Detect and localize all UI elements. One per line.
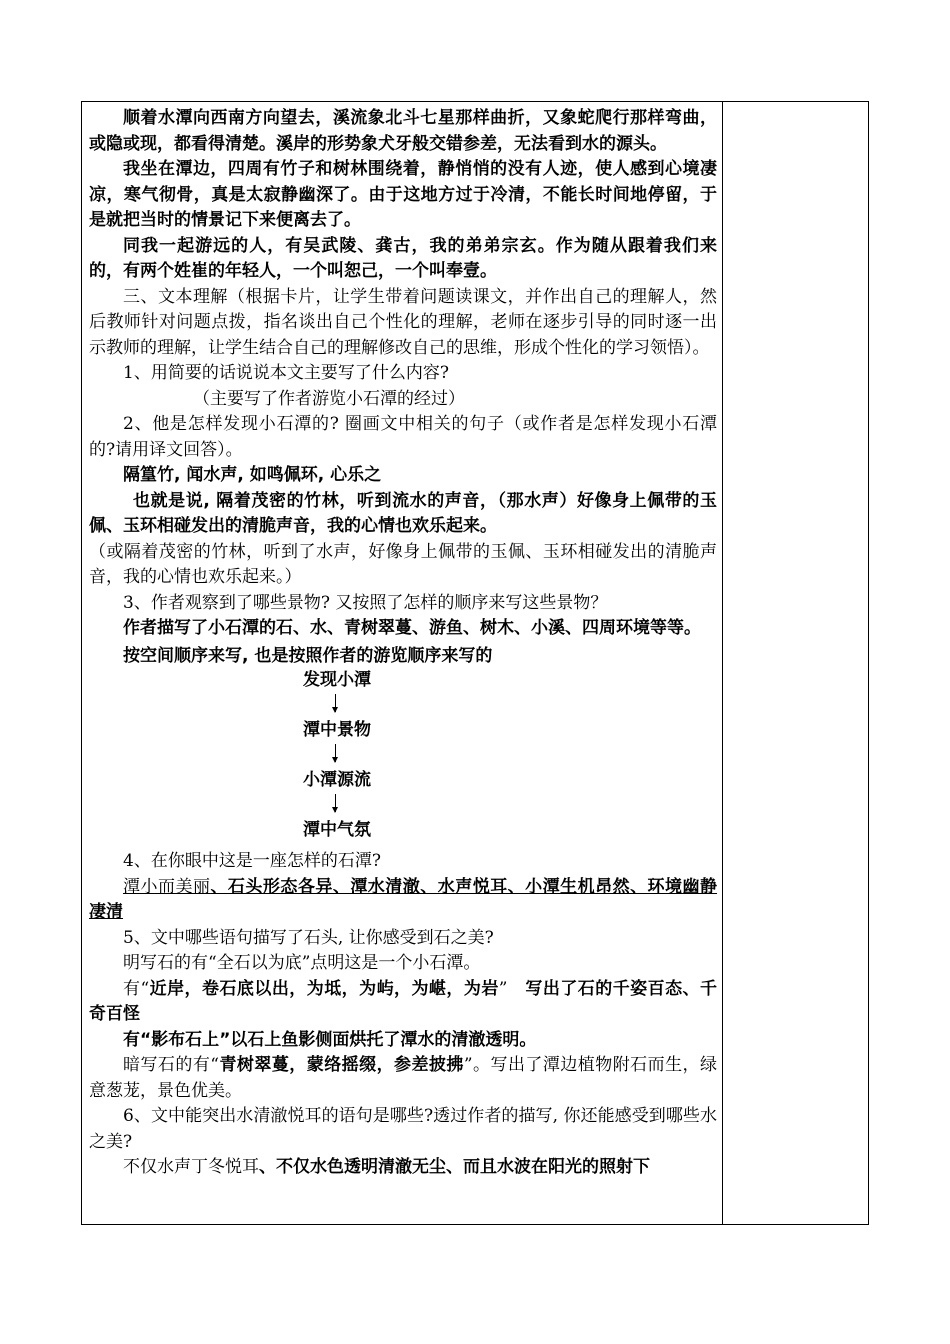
flow-arrow-3 [335,794,336,812]
answer-4-bold: 、石头形态各异、潭水清澈、水声悦耳、小潭生机昂然、环境幽静凄清 [89,876,718,922]
answer-5-shapes-open: 有“ [123,978,150,999]
answer-3-scenery: 作者描写了小石潭的石、水、青树翠蔓、游鱼、树木、小溪、四周环境等等。 [123,618,701,638]
flow-step-2: 潭中景物 [303,720,371,740]
sequence-flowchart [89,669,717,849]
answer-5-implicit-comment: ”。写出了潭边植物附石而生，绿意葱茏，景色优美。 [89,1055,717,1101]
flow-step-3: 小潭源流 [303,770,371,790]
answer-2-alternative: （或隔着茂密的竹林，听到了水声，好像身上佩带的玉佩、玉环相碰发出的清脆声音，我的心情也欢乐起来。） [89,541,717,587]
flow-arrow-2 [335,744,336,762]
answer-5-shadow-quote: 影布石上 [151,1029,220,1050]
answer-5-explicit: 明写石的有“全石以为底”点明这是一个小石潭。 [123,953,481,973]
answer-5-shapes-comment: 写出了石的千姿百态、千奇百怪 [89,978,718,1024]
answer-5-shadow [89,1028,717,1054]
answer-5-implicit-quote: 青树翠蔓，蒙络摇缀，参差披拂 [218,1055,464,1075]
translation-paragraph-3: 同我一起游远的人，有吴武陵、龚古，我的弟弟宗玄。作为随从跟着我们来的，有两个姓崔的年轻人，一个叫恕己，一个叫奉壹。 [89,235,717,281]
translation-paragraph-2: 我坐在潭边，四周有竹子和树林围绕着，静悄悄的没有人迹，使人感到心境凄凉，寒气彻骨，真是太寂静幽深了。由于这地方过于冷清，不能长时间地停留，于是就把当时的情景记下来便离去了。 [89,159,717,230]
answer-6-sound: 不仅水声丁冬悦耳 [123,1157,259,1177]
flow-arrow-1 [335,694,336,712]
answer-6 [89,1155,717,1181]
answer-4-underlined: 潭小而美丽 [123,876,211,897]
question-2: 2、他是怎样发现小石潭的? 圈画文中相关的句子（或作者是怎样发现小石潭的?请用译文回答）。 [89,414,717,460]
answer-5-implicit [89,1053,717,1104]
answer-5-shapes [89,977,717,1028]
question-6: 6、文中能突出水清澈悦耳的语句是哪些?透过作者的描写, 你还能感受到哪些水之美? [89,1106,717,1152]
question-4: 4、在你眼中这是一座怎样的石潭? [123,851,381,871]
flow-step-4: 潭中气氛 [303,820,371,840]
content-cell [89,106,717,1181]
flow-step-1: 发现小潭 [303,670,371,690]
question-1: 1、用简要的话说说本文主要写了什么内容? [123,363,449,383]
answer-3-order: 按空间顺序来写, 也是按照作者的游览顺序来写的 [123,645,493,666]
answer-5-shadow-open: 有“ [123,1029,152,1050]
question-3: 3、作者观察到了哪些景物? 又按照了怎样的顺序来写这些景物？ [123,592,608,613]
section-text-understanding: 三、文本理解（根据卡片，让学生带着问题读课文，并作出自己的理解人，然后教师针对问题点拨，指名谈出自己个性化的理解，老师在逐步引导的同时逐一出示教师的理解，让学生结合自己的理解修改自己的思维，形成个性化的学习领悟）。 [89,286,717,358]
answer-2-explanation: 也就是说, 隔着茂密的竹林，听到流水的声音，（那水声）好像身上佩带的玉佩、玉环相碰发出的清脆声音，我的心情也欢乐起来。 [89,490,717,536]
answer-6-color: 、不仅水色透明清澈无尘、而且水波在阳光的照射下 [259,1157,650,1177]
answer-5-shapes-close: ” [498,978,508,999]
answer-1: （主要写了作者游览小石潭的经过） [193,388,465,409]
lesson-table [81,101,869,1225]
translation-paragraph-1: 顺着水潭向西南方向望去，溪流象北斗七星那样曲折，又象蛇爬行那样弯曲，或隐或现，都看得清楚。溪岸的形势象犬牙般交错参差，无法看到水的源头。 [89,108,717,154]
answer-5-shapes-quote: 近岸，卷石底以出，为坻，为屿，为嵁，为岩 [149,978,499,999]
column-divider [722,102,723,1224]
question-5: 5、文中哪些语句描写了石头, 让你感受到石之美? [123,927,494,948]
answer-5-shadow-comment: ”以石上鱼影侧面烘托了潭水的清澈透明。 [219,1029,537,1050]
answer-2-quote: 隔篁竹, 闻水声, 如鸣佩环, 心乐之 [123,465,382,485]
answer-4 [89,875,717,926]
answer-5-implicit-open: 暗写石的有“ [123,1055,219,1075]
